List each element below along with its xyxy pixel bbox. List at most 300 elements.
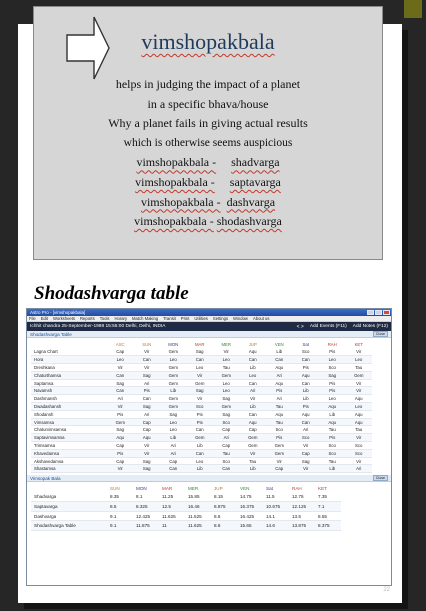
table-cell: Aqu: [346, 395, 373, 403]
table-cell: 8.875: [211, 502, 237, 512]
table-row: [31, 426, 372, 434]
table-cell: Pis: [266, 434, 293, 442]
minimize-icon[interactable]: [367, 310, 374, 315]
table-cell: Can: [187, 449, 214, 457]
table-cell: Lib: [240, 403, 267, 411]
table-cell: Can: [266, 356, 293, 364]
table-cell: 8.1: [133, 492, 159, 502]
planet-header: MON: [168, 342, 179, 347]
table-cell: 16.375: [237, 502, 263, 512]
planet-header: MAR: [194, 342, 205, 347]
table-row: [31, 502, 341, 512]
nav-arrows[interactable]: < >: [296, 323, 304, 330]
table-cell: Sco: [346, 442, 373, 450]
close-button[interactable]: Close: [373, 331, 388, 337]
menu-item[interactable]: Transit: [163, 316, 176, 321]
table-cell: Can: [187, 356, 214, 364]
planet-header: SUN: [110, 485, 120, 491]
menu-item[interactable]: File: [29, 316, 36, 321]
window-titlebar: [27, 309, 391, 316]
table-cell: 12.125: [289, 502, 315, 512]
table-cell: Aqu: [134, 434, 161, 442]
table-row: [31, 521, 341, 531]
planet-header: JUP: [214, 485, 223, 491]
table-cell: Sco: [319, 442, 346, 450]
menu-item[interactable]: Horary: [114, 316, 128, 321]
table-cell: Ari: [107, 395, 134, 403]
planet-header: MER: [188, 485, 199, 491]
table-cell: 8.5: [107, 502, 133, 512]
table-cell: 12.75: [289, 492, 315, 502]
panel-title: Vimsopak Bala: [30, 475, 61, 481]
slide-panel: [33, 6, 383, 260]
table-cell: 15.65: [237, 521, 263, 531]
row-label: Shastamsa: [31, 465, 107, 473]
table-cell: Cap: [107, 348, 134, 356]
table-cell: Pis: [266, 387, 293, 395]
table-cell: Cap: [266, 465, 293, 473]
varga-pair-right: shadvarga: [231, 155, 280, 170]
varga-pair-left: vimshopakbala -: [136, 155, 217, 170]
table-cell: Vir: [134, 348, 161, 356]
table-cell: Leo: [319, 395, 346, 403]
table-cell: Sco: [213, 418, 240, 426]
table-cell: 11.25: [159, 492, 185, 502]
slide-line: helps in judging the impact of a planet: [115, 77, 301, 91]
table-cell: Gem: [213, 371, 240, 379]
table-row: [31, 348, 372, 356]
table-cell: Sag: [187, 387, 214, 395]
table-cell: Aqu: [293, 410, 320, 418]
planet-header: MER: [221, 342, 232, 347]
table-cell: Gem: [160, 364, 187, 372]
planet-header: SUN: [142, 342, 152, 347]
table-cell: 14.6: [263, 521, 289, 531]
table-cell: Gem: [107, 418, 134, 426]
table-cell: Gem: [240, 434, 267, 442]
table-cell: Cap: [107, 442, 134, 450]
vimsopak-bala-table: [31, 484, 341, 531]
slide-line: in a specific bhava/house: [147, 96, 269, 111]
table-cell: Leo: [213, 387, 240, 395]
table-cell: Tau: [346, 426, 373, 434]
table-cell: 8.35: [107, 492, 133, 502]
slide-title: vimshopakbala: [141, 29, 275, 54]
table-cell: Leo: [187, 457, 214, 465]
menu-item[interactable]: Match Making: [132, 316, 159, 321]
table-cell: Sag: [134, 465, 161, 473]
table-cell: Pis: [293, 403, 320, 411]
table-row: [31, 379, 372, 387]
row-label: Khavedamsa: [31, 449, 107, 457]
planet-header: MAR: [162, 485, 173, 491]
table-row: [31, 465, 372, 473]
table-cell: Sag: [319, 371, 346, 379]
table-cell: 10.675: [263, 502, 289, 512]
table-cell: Can: [160, 465, 187, 473]
table-cell: Sag: [213, 410, 240, 418]
table-cell: Lib: [187, 465, 214, 473]
table-cell: Cap: [134, 418, 161, 426]
table-cell: Leo: [160, 418, 187, 426]
table-row: [31, 356, 372, 364]
varga-pair-right: saptavarga: [229, 174, 281, 189]
close-button[interactable]: Close: [373, 475, 388, 481]
table-cell: Tau: [213, 364, 240, 372]
menu-item[interactable]: Utilities: [194, 316, 208, 321]
shodashvarga-panel-header: [27, 331, 391, 338]
table-cell: Pis: [187, 418, 214, 426]
row-label: Dashmansh: [31, 395, 107, 403]
table-cell: Tau: [319, 426, 346, 434]
slide-body: [34, 75, 382, 232]
table-cell: Vir: [134, 364, 161, 372]
table-cell: Aqu: [346, 410, 373, 418]
table-cell: 8.55: [315, 511, 341, 521]
table-cell: Can: [293, 356, 320, 364]
table-cell: Aqu: [319, 403, 346, 411]
table-cell: 11.625: [185, 521, 211, 531]
corner-header: [31, 484, 107, 492]
row-label: Chaturvimsamsa: [31, 426, 107, 434]
planet-header: KET: [354, 342, 363, 347]
table-cell: Sag: [107, 426, 134, 434]
window-title: Astro Pro - [vimshopakbala]: [30, 310, 86, 315]
table-cell: Gem: [240, 442, 267, 450]
planet-header: Sat: [266, 485, 273, 491]
table-cell: 14.75: [237, 492, 263, 502]
table-cell: Leo: [240, 371, 267, 379]
table-cell: Vir: [213, 348, 240, 356]
table-cell: Tau: [266, 418, 293, 426]
table-cell: 9.1: [107, 521, 133, 531]
table-cell: Ari: [213, 434, 240, 442]
table-cell: Ari: [134, 379, 161, 387]
planet-header: RAH: [327, 342, 337, 347]
table-cell: Aqu: [240, 348, 267, 356]
table-cell: Pis: [134, 387, 161, 395]
table-cell: 13.5: [289, 511, 315, 521]
varga-pair-left: vimshopakbala -: [134, 214, 214, 229]
table-cell: Sco: [319, 449, 346, 457]
table-cell: Can: [213, 465, 240, 473]
menu-item[interactable]: Print: [180, 316, 190, 321]
row-label: Saptamsa: [31, 379, 107, 387]
table-cell: Lib: [187, 442, 214, 450]
planet-header: RAH: [292, 485, 302, 491]
table-cell: Can: [134, 395, 161, 403]
table-cell: 7.35: [315, 492, 341, 502]
row-label: Navamsh: [31, 387, 107, 395]
table-cell: Lib: [293, 387, 320, 395]
table-cell: Sco: [293, 434, 320, 442]
table-cell: 8.6: [211, 521, 237, 531]
table-cell: Vir: [187, 395, 214, 403]
row-label: Saptavarga: [31, 502, 107, 512]
row-label: Vimsamsa: [31, 418, 107, 426]
table-row: [31, 449, 372, 457]
table-cell: Can: [240, 379, 267, 387]
table-cell: 8.6: [211, 511, 237, 521]
table-cell: 11.525: [185, 511, 211, 521]
table-cell: Can: [187, 426, 214, 434]
table-cell: Gem: [187, 379, 214, 387]
table-cell: Vir: [293, 465, 320, 473]
table-cell: Can: [293, 379, 320, 387]
table-cell: Tau: [319, 457, 346, 465]
table-cell: Aqu: [266, 410, 293, 418]
menu-item[interactable]: Edit: [40, 316, 48, 321]
table-cell: Cap: [134, 426, 161, 434]
table-cell: Gem: [160, 395, 187, 403]
table-cell: Gem: [213, 403, 240, 411]
table-cell: Ari: [293, 426, 320, 434]
table-cell: Lib: [240, 465, 267, 473]
table-cell: Sag: [107, 379, 134, 387]
table-cell: Vir: [107, 403, 134, 411]
table-cell: Tau: [266, 403, 293, 411]
table-cell: Ari: [160, 442, 187, 450]
table-cell: Pis: [319, 434, 346, 442]
table-cell: Cap: [213, 426, 240, 434]
table-cell: Can: [240, 356, 267, 364]
table-cell: Sco: [266, 426, 293, 434]
table-row: [31, 418, 372, 426]
table-row: [31, 492, 341, 502]
table-cell: Sag: [134, 403, 161, 411]
row-label: Saptavimsamsa: [31, 434, 107, 442]
table-cell: Vir: [107, 465, 134, 473]
chart-details: Ichhit chandra 25-September-1988 15:55:00 Delhi, Delhi, INDIA: [30, 324, 166, 329]
table-row: [31, 434, 372, 442]
table-cell: Leo: [160, 356, 187, 364]
table-cell: 16.46: [185, 502, 211, 512]
table-cell: Pis: [187, 410, 214, 418]
table-cell: Gem: [160, 379, 187, 387]
varga-pair: [34, 193, 382, 213]
table-cell: Lib: [266, 348, 293, 356]
table-cell: Cap: [240, 426, 267, 434]
menu-item[interactable]: About us: [252, 316, 270, 321]
row-label: Hora: [31, 356, 107, 364]
table-cell: Ari: [240, 387, 267, 395]
table-cell: 9.1: [107, 511, 133, 521]
table-cell: Sag: [134, 457, 161, 465]
table-cell: Vir: [134, 442, 161, 450]
row-label: Shodashvarga Table: [31, 521, 107, 531]
table-cell: 8.375: [315, 521, 341, 531]
table-cell: 11.875: [133, 521, 159, 531]
row-label: Dreshkana: [31, 364, 107, 372]
table-cell: Can: [107, 371, 134, 379]
table-cell: Aqu: [266, 364, 293, 372]
table-cell: Gem: [160, 371, 187, 379]
table-cell: Pis: [319, 379, 346, 387]
table-row: [31, 403, 372, 411]
chart-info-bar: [27, 322, 391, 331]
table-cell: 15.85: [185, 492, 211, 502]
table-cell: Vir: [346, 457, 373, 465]
table-cell: 11.625: [159, 511, 185, 521]
add-notes-button[interactable]: Add Notes (F12): [352, 324, 388, 329]
table-cell: Lib: [319, 465, 346, 473]
table-cell: Aqu: [346, 418, 373, 426]
row-label: Chaturthamsa: [31, 371, 107, 379]
table-cell: Cap: [293, 449, 320, 457]
table-cell: Aqu: [240, 418, 267, 426]
table-cell: Gem: [160, 403, 187, 411]
planet-header: ASC: [115, 342, 125, 347]
table-cell: Lib: [160, 387, 187, 395]
varga-pair: [34, 153, 382, 173]
table-cell: Vir: [293, 442, 320, 450]
table-row: [31, 442, 372, 450]
table-cell: 13.875: [289, 521, 315, 531]
row-label: Shodansh: [31, 410, 107, 418]
row-label: Lagna Chart: [31, 348, 107, 356]
table-cell: Gem: [266, 442, 293, 450]
slide-line: Why a planet fails in giving actual results: [108, 116, 308, 131]
table-cell: Gem: [266, 449, 293, 457]
table-cell: Sco: [346, 449, 373, 457]
row-label: Trimsamsa: [31, 442, 107, 450]
table-cell: Lib: [293, 395, 320, 403]
menu-item[interactable]: Worksheets: [52, 316, 76, 321]
varga-pair-right: shodashvarga: [216, 214, 282, 229]
table-cell: Leo: [346, 356, 373, 364]
menu-item[interactable]: Tools: [99, 316, 110, 321]
slide-line: which is otherwise seems auspicious: [123, 136, 293, 149]
table-cell: Pis: [293, 364, 320, 372]
table-cell: Leo: [213, 379, 240, 387]
table-cell: Ari: [266, 395, 293, 403]
row-label: Dwadashansh: [31, 403, 107, 411]
table-cell: Sco: [293, 348, 320, 356]
table-row: [31, 387, 372, 395]
planet-header: KET: [318, 485, 327, 491]
table-cell: Vir: [346, 387, 373, 395]
table-cell: Ari: [266, 371, 293, 379]
table-cell: Sco: [319, 364, 346, 372]
table-cell: 11: [159, 521, 185, 531]
table-cell: Pis: [107, 449, 134, 457]
table-cell: Vir: [107, 364, 134, 372]
table-cell: Cap: [160, 457, 187, 465]
varga-pair: [34, 212, 382, 232]
row-label: Shadvarga: [31, 492, 107, 502]
table-cell: Aqu: [293, 371, 320, 379]
table-row: [31, 371, 372, 379]
varga-pair: [34, 173, 382, 193]
table-cell: Vir: [187, 371, 214, 379]
table-cell: 8.15: [211, 492, 237, 502]
table-row: [31, 511, 341, 521]
table-cell: Leo: [107, 356, 134, 364]
table-cell: Tau: [213, 449, 240, 457]
table-cell: Vir: [346, 434, 373, 442]
menu-item[interactable]: Settings: [212, 316, 229, 321]
varga-pair-right: dashvarga: [226, 194, 276, 209]
table-cell: Sco: [213, 457, 240, 465]
table-cell: Lib: [160, 434, 187, 442]
app-window: [26, 308, 392, 586]
section-title: Shodashvarga table: [34, 283, 189, 304]
table-cell: Vir: [266, 457, 293, 465]
table-cell: Leo: [213, 356, 240, 364]
table-cell: Gem: [160, 348, 187, 356]
table-cell: Pis: [319, 348, 346, 356]
table-cell: 11.5: [263, 492, 289, 502]
table-cell: Leo: [346, 403, 373, 411]
corner-header: [31, 341, 107, 348]
table-cell: Aqu: [266, 379, 293, 387]
table-cell: Sag: [134, 371, 161, 379]
table-row: [31, 410, 372, 418]
row-label: Akshavedamsa: [31, 457, 107, 465]
table-row: [31, 457, 372, 465]
table-cell: Vir: [240, 395, 267, 403]
planet-header: Sat: [302, 342, 309, 347]
vimsopak-panel-header: [27, 475, 391, 482]
table-cell: Vir: [346, 348, 373, 356]
table-cell: Ari: [160, 449, 187, 457]
table-cell: 12.5: [159, 502, 185, 512]
table-cell: Leo: [187, 364, 214, 372]
table-cell: Leo: [319, 356, 346, 364]
table-cell: Tau: [346, 364, 373, 372]
table-cell: Sco: [187, 403, 214, 411]
varga-pair-left: vimshopakbala -: [135, 174, 215, 189]
varga-pair-left: vimshopakbala -: [140, 194, 221, 209]
table-cell: Cap: [213, 442, 240, 450]
panel-title: Shodashvarga Table: [30, 331, 72, 337]
table-cell: Pis: [319, 387, 346, 395]
table-cell: Cap: [107, 457, 134, 465]
table-cell: 14.1: [263, 511, 289, 521]
page-number: 22: [383, 587, 390, 593]
table-cell: Tau: [240, 457, 267, 465]
menu-item[interactable]: Window: [233, 316, 248, 321]
table-cell: Can: [134, 356, 161, 364]
table-cell: Vir: [346, 379, 373, 387]
shodashvarga-table: [31, 341, 372, 473]
table-cell: Can: [293, 418, 320, 426]
planet-header: VEN: [274, 342, 284, 347]
table-cell: Sag: [187, 348, 214, 356]
table-cell: Can: [240, 410, 267, 418]
close-icon[interactable]: [383, 310, 390, 315]
table-cell: Sag: [213, 395, 240, 403]
menu-item[interactable]: Reports: [80, 316, 95, 321]
corner-mark: [404, 0, 422, 18]
table-cell: 12.425: [133, 511, 159, 521]
table-cell: Sag: [293, 457, 320, 465]
table-cell: 7.1: [315, 502, 341, 512]
table-cell: Leo: [160, 426, 187, 434]
planet-header: VEN: [240, 485, 250, 491]
table-cell: Sag: [160, 410, 187, 418]
table-cell: 16.425: [237, 511, 263, 521]
table-row: [31, 395, 372, 403]
table-cell: Aqu: [107, 434, 134, 442]
table-cell: Pis: [107, 410, 134, 418]
table-cell: Lib: [240, 364, 267, 372]
table-cell: Ari: [134, 410, 161, 418]
add-events-button[interactable]: Add Events (F11): [309, 324, 347, 329]
table-cell: Gem: [346, 371, 373, 379]
table-cell: Vir: [134, 449, 161, 457]
maximize-icon[interactable]: [375, 310, 382, 315]
